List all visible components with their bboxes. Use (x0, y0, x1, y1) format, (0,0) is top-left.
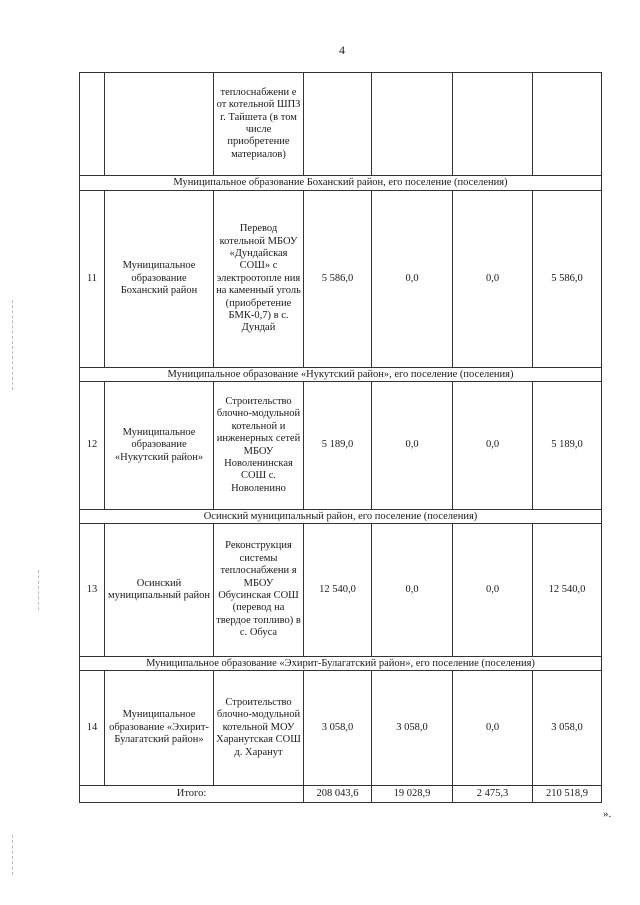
total-label: Итого: (80, 786, 304, 803)
value-cell-4: 12 540,0 (533, 524, 602, 657)
value-cell-1: 3 058,0 (304, 671, 372, 786)
value-cell-2 (372, 73, 453, 176)
group-header-row (80, 657, 602, 671)
value-cell-1: 5 189,0 (304, 382, 372, 510)
group-header-row (80, 176, 602, 191)
value-cell-3: 0,0 (453, 191, 533, 368)
table-row (80, 73, 602, 176)
value-cell-4: 5 189,0 (533, 382, 602, 510)
total-row (80, 786, 602, 803)
municipality-cell: Муниципальное образование «Нукутский район» (105, 382, 214, 510)
page-number: 4 (339, 43, 345, 57)
total-value-1: 208 043,6 (304, 786, 372, 803)
value-cell-4: 5 586,0 (533, 191, 602, 368)
group-header-row (80, 368, 602, 382)
group-title: Муниципальное образование «Нукутский район», его поселение (поселения) (80, 368, 602, 382)
value-cell-3: 0,0 (453, 671, 533, 786)
municipality-cell: Муниципальное образование «Эхирит-Булагатский район» (105, 671, 214, 786)
scan-margin-mark (12, 835, 13, 875)
value-cell-4: 3 058,0 (533, 671, 602, 786)
value-cell-3: 0,0 (453, 382, 533, 510)
value-cell-2: 0,0 (372, 382, 453, 510)
row-index: 14 (80, 671, 105, 786)
group-title: Муниципальное образование Боханский район, его поселение (поселения) (80, 176, 602, 191)
value-cell-2: 3 058,0 (372, 671, 453, 786)
row-index (80, 73, 105, 176)
description-cell: Строительство блочно-модульной котельной и инженерных сетей МБОУ Новоленинская СОШ с. Новоленино (214, 382, 304, 510)
description-cell: Строительство блочно-модульной котельной МОУ Харанутская СОШ д. Харанут (214, 671, 304, 786)
total-value-4: 210 518,9 (533, 786, 602, 803)
description-cell: Перевод котельной МБОУ «Дундайская СОШ» с электроотопле ния на каменный уголь (приобретение БМК-0,7) в с. Дундай (214, 191, 304, 368)
row-index: 11 (80, 191, 105, 368)
description-cell: теплоснабжени е от котельной ШПЗ г. Тайшета (в том числе приобретение материалов) (214, 73, 304, 176)
value-cell-2: 0,0 (372, 191, 453, 368)
scan-margin-mark (38, 570, 39, 610)
value-cell-3 (453, 73, 533, 176)
value-cell-3: 0,0 (453, 524, 533, 657)
municipality-cell: Муниципальное образование Боханский район (105, 191, 214, 368)
value-cell-1: 12 540,0 (304, 524, 372, 657)
funding-table (79, 72, 602, 803)
table-row (80, 671, 602, 786)
municipality-cell: Осинский муниципальный район (105, 524, 214, 657)
description-cell: Реконструкция системы теплоснабжени я МБОУ Обусинская СОШ (перевод на твердое топливо) в с. Обуса (214, 524, 304, 657)
value-cell-2: 0,0 (372, 524, 453, 657)
value-cell-1: 5 586,0 (304, 191, 372, 368)
table-row (80, 382, 602, 510)
group-title: Муниципальное образование «Эхирит-Булагатский район», его поселение (поселения) (80, 657, 602, 671)
row-index: 13 (80, 524, 105, 657)
closing-quote-mark: ». (603, 808, 612, 820)
table-row (80, 191, 602, 368)
group-header-row (80, 510, 602, 524)
scan-margin-mark (12, 300, 13, 390)
total-value-2: 19 028,9 (372, 786, 453, 803)
group-title: Осинский муниципальный район, его поселение (поселения) (80, 510, 602, 524)
row-index: 12 (80, 382, 105, 510)
value-cell-1 (304, 73, 372, 176)
table-row (80, 524, 602, 657)
municipality-cell (105, 73, 214, 176)
total-value-3: 2 475,3 (453, 786, 533, 803)
value-cell-4 (533, 73, 602, 176)
